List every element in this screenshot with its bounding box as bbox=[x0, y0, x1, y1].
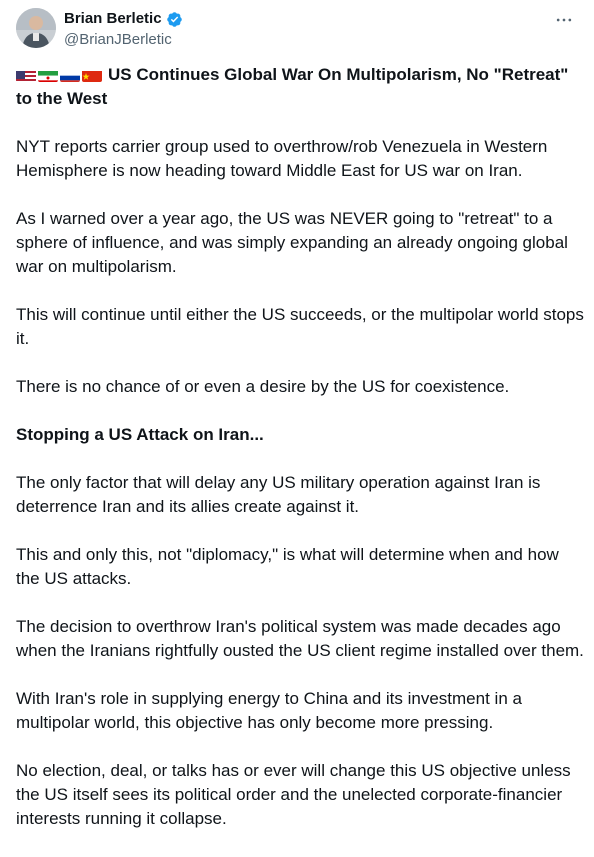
paragraph-8: The decision to overthrow Iran's political system was made decades ago when the Iranians rightfully ousted the US client regime installed over them. bbox=[16, 617, 584, 660]
paragraph-4: There is no chance of or even a desire by the US for coexistence. bbox=[16, 377, 510, 396]
us-flag-icon bbox=[16, 68, 36, 82]
paragraph-9: With Iran's role in supplying energy to China and its investment in a multipolar world, this objective has only become more pressing. bbox=[16, 689, 522, 732]
author-handle[interactable]: @BrianJBerletic bbox=[64, 31, 172, 48]
flag-emojis bbox=[16, 68, 102, 82]
avatar[interactable] bbox=[16, 8, 56, 48]
paragraph-7: This and only this, not "diplomacy," is what will determine when and how the US attacks. bbox=[16, 545, 559, 588]
tweet-title bbox=[16, 63, 584, 111]
china-flag-icon bbox=[82, 68, 102, 82]
verified-badge-icon bbox=[166, 11, 183, 28]
paragraph-1: NYT reports carrier group used to overthrow/rob Venezuela in Western Hemisphere is now heading toward Middle East for US war on Iran. bbox=[16, 137, 548, 180]
iran-flag-icon bbox=[38, 68, 58, 82]
display-name[interactable]: Brian Berletic bbox=[64, 10, 162, 27]
paragraph-6: The only factor that will delay any US military operation against Iran is deterrence Iran and its allies create against it. bbox=[16, 473, 541, 516]
tweet-header bbox=[16, 8, 582, 52]
paragraph-10: No election, deal, or talks has or ever will change this US objective unless the US itself sees its political order and the unelected corporate-financier interests running it collapse. bbox=[16, 761, 571, 828]
more-options-icon[interactable] bbox=[550, 10, 578, 30]
russia-flag-icon bbox=[60, 68, 80, 82]
tweet-body bbox=[16, 63, 584, 831]
paragraph-3: This will continue until either the US succeeds, or the multipolar world stops it. bbox=[16, 305, 584, 348]
author-names bbox=[64, 9, 183, 50]
section-heading: Stopping a US Attack on Iran... bbox=[16, 425, 264, 444]
paragraph-2: As I warned over a year ago, the US was NEVER going to "retreat" to a sphere of influence, and was simply expanding an already ongoing global war on multipolarism. bbox=[16, 209, 568, 276]
tweet-title-text: US Continues Global War On Multipolarism, No "Retreat" to the West bbox=[16, 65, 569, 108]
